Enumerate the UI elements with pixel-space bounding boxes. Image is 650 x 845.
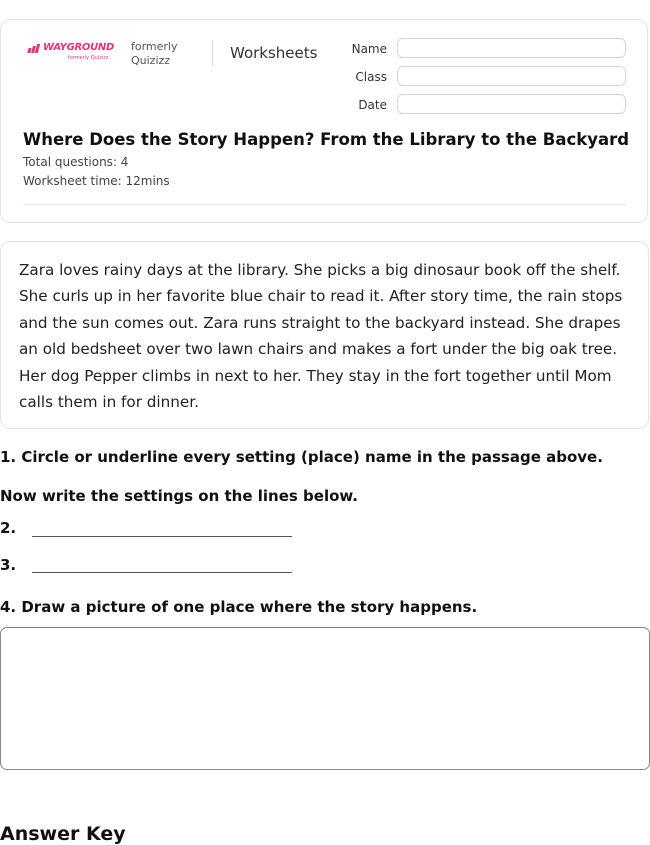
reading-passage: Zara loves rainy days at the library. She picks a big dinosaur book off the shelf. She curls up in her favorite blue chair to read it. After story time, the rain stops and the sun comes out. Zara runs straight to the backyard instead. She drapes an old bedsheet over two lawn chairs and makes a fort under the big oak tree. Her dog Pepper climbs in next to her. They stay in the fort together until Mom calls them in for dinner.	[19, 261, 623, 412]
header-rule	[23, 204, 626, 205]
worksheet-time: Worksheet time: 12mins	[23, 174, 170, 188]
class-field[interactable]	[397, 66, 626, 86]
drawing-box[interactable]	[0, 627, 650, 770]
date-field[interactable]	[397, 94, 626, 114]
logo-subtext: formerly Quizizz	[68, 55, 109, 61]
name-field[interactable]	[397, 38, 626, 58]
logo-wordmark: WAYGROUND	[43, 42, 115, 53]
wayground-logo	[28, 42, 118, 64]
name-label: Name	[351, 42, 387, 56]
question-2-number: 2.	[0, 519, 17, 537]
worksheets-label: Worksheets	[230, 44, 318, 62]
class-label: Class	[355, 70, 387, 84]
question-4: 4. Draw a picture of one place where the story happens.	[0, 598, 478, 616]
formerly-quizizz-text: formerly Quizizz	[131, 40, 178, 67]
settings-instruction: Now write the settings on the lines below.	[0, 487, 358, 505]
date-label: Date	[358, 98, 387, 112]
logo-mark-icon	[28, 44, 42, 53]
question-3-number: 3.	[0, 556, 17, 574]
total-questions: Total questions: 4	[23, 155, 129, 169]
header-divider	[212, 40, 213, 66]
answer-line-3[interactable]	[32, 572, 292, 573]
question-1: 1. Circle or underline every setting (place) name in the passage above.	[0, 448, 603, 466]
worksheet-title: Where Does the Story Happen? From the Library to the Backyard	[23, 130, 630, 149]
answer-key-heading: Answer Key	[0, 823, 126, 845]
answer-line-2[interactable]	[32, 536, 292, 537]
